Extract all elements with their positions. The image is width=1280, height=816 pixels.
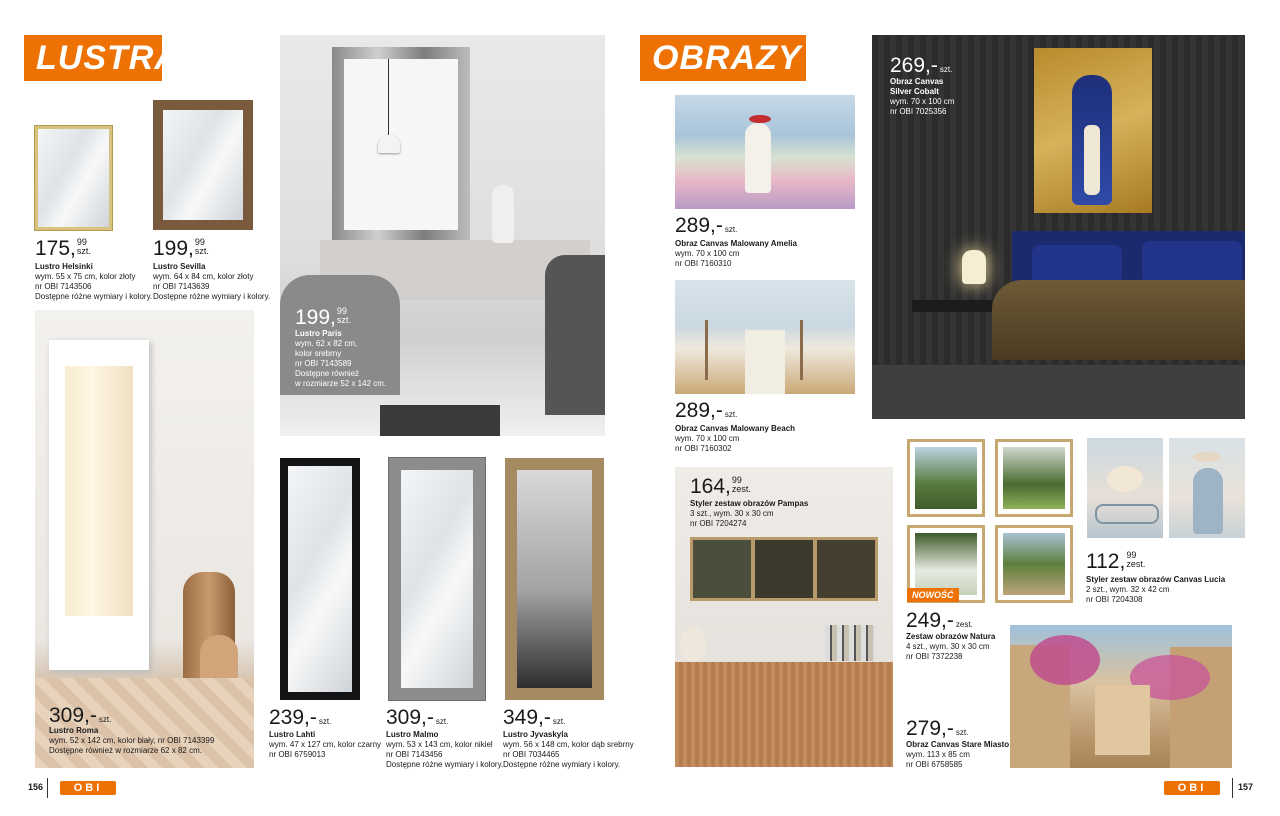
desc-pampas: Styler zestaw obrazów Pampas 3 szt., wym. 30 x 30 cm nr OBI 7204274 xyxy=(690,499,809,528)
mirror-sevilla-image xyxy=(153,100,253,230)
price-lucia: 112,99 zest. xyxy=(1086,550,1146,573)
price-beach: 289,- szt. xyxy=(675,399,738,422)
mirror-helsinki-image xyxy=(35,126,112,230)
painting-lucia-1-image xyxy=(1087,438,1163,538)
price-amelia: 289,- szt. xyxy=(675,214,738,237)
desc-roma: Lustro Roma wym. 52 x 142 cm, kolor biały, nr OBI 7143399 Dostępne również w rozmiarze 62 x 82 cm. xyxy=(49,726,215,755)
price-malmo: 309,- szt. xyxy=(386,706,449,729)
price-lahti: 239,- szt. xyxy=(269,706,332,729)
mirror-malmo-image xyxy=(389,458,485,700)
obi-logo-right: OBI xyxy=(1164,781,1220,795)
footer-divider-right xyxy=(1232,778,1233,798)
desc-malmo: Lustro Malmo wym. 53 x 143 cm, kolor nikiel nr OBI 7143456 Dostępne różne wymiary i kolory. xyxy=(386,730,504,769)
painting-stare-miasto-image xyxy=(1010,625,1232,768)
desc-paris: Lustro Paris wym. 62 x 82 cm, kolor srebrny nr OBI 7143589 Dostępne również w rozmiarze 52 x 142 cm. xyxy=(295,329,387,388)
painting-natura-4-image xyxy=(995,525,1073,603)
price-cobalt: 269,- szt. xyxy=(890,54,953,77)
price-paris: 199,99 szt. xyxy=(295,306,351,329)
desc-lahti: Lustro Lahti wym. 47 x 127 cm, kolor czarny nr OBI 6759013 xyxy=(269,730,382,759)
painting-beach-image xyxy=(675,280,855,394)
price-helsinki: 175,99 szt. xyxy=(35,237,91,260)
page-number-right: 157 xyxy=(1238,782,1254,792)
section-heading-obrazy: OBRAZY xyxy=(640,35,806,81)
painting-amelia-image xyxy=(675,95,855,209)
painting-natura-1-image xyxy=(907,439,985,517)
desc-miasto: Obraz Canvas Stare Miasto wym. 113 x 85 cm nr OBI 6758585 xyxy=(906,740,1010,769)
desc-natura: Zestaw obrazów Natura 4 szt., wym. 30 x 30 cm nr OBI 7372238 xyxy=(906,632,996,661)
obi-logo-left: OBI xyxy=(60,781,116,795)
desc-beach: Obraz Canvas Malowany Beach wym. 70 x 100 cm nr OBI 7160302 xyxy=(675,424,796,453)
desc-cobalt: Obraz Canvas Silver Cobalt wym. 70 x 100 cm nr OBI 7025356 xyxy=(890,77,955,116)
price-natura: 249,- zest. xyxy=(906,609,973,632)
photo-room-roma xyxy=(35,310,254,768)
footer-divider-left xyxy=(47,778,48,798)
desc-amelia: Obraz Canvas Malowany Amelia wym. 70 x 100 cm nr OBI 7160310 xyxy=(675,239,797,268)
painting-lucia-2-image xyxy=(1169,438,1245,538)
price-roma: 309,- szt. xyxy=(49,704,112,727)
new-badge: NOWOŚĆ xyxy=(907,588,959,602)
page-number-left: 156 xyxy=(28,782,44,792)
price-miasto: 279,- szt. xyxy=(906,717,969,740)
desc-sevilla: Lustro Sevilla wym. 64 x 84 cm, kolor złoty nr OBI 7143639 Dostępne różne wymiary i kolory. xyxy=(153,262,271,301)
price-jyvaskyla: 349,- szt. xyxy=(503,706,566,729)
mirror-jyvaskyla-image xyxy=(505,458,604,700)
price-pampas: 164,99 zest. xyxy=(690,475,751,498)
mirror-lahti-image xyxy=(280,458,360,700)
painting-natura-2-image xyxy=(995,439,1073,517)
desc-helsinki: Lustro Helsinki wym. 55 x 75 cm, kolor złoty nr OBI 7143506 Dostępne różne wymiary i kolory. xyxy=(35,262,153,301)
desc-jyvaskyla: Lustro Jyvaskyla wym. 56 x 148 cm, kolor dąb srebrny nr OBI 7034465 Dostępne różne wymiary i kolory. xyxy=(503,730,634,769)
section-heading-lustra: LUSTRA xyxy=(24,35,162,81)
price-sevilla: 199,99 szt. xyxy=(153,237,209,260)
desc-lucia: Styler zestaw obrazów Canvas Lucia 2 szt., wym. 32 x 42 cm nr OBI 7204308 xyxy=(1086,575,1226,604)
